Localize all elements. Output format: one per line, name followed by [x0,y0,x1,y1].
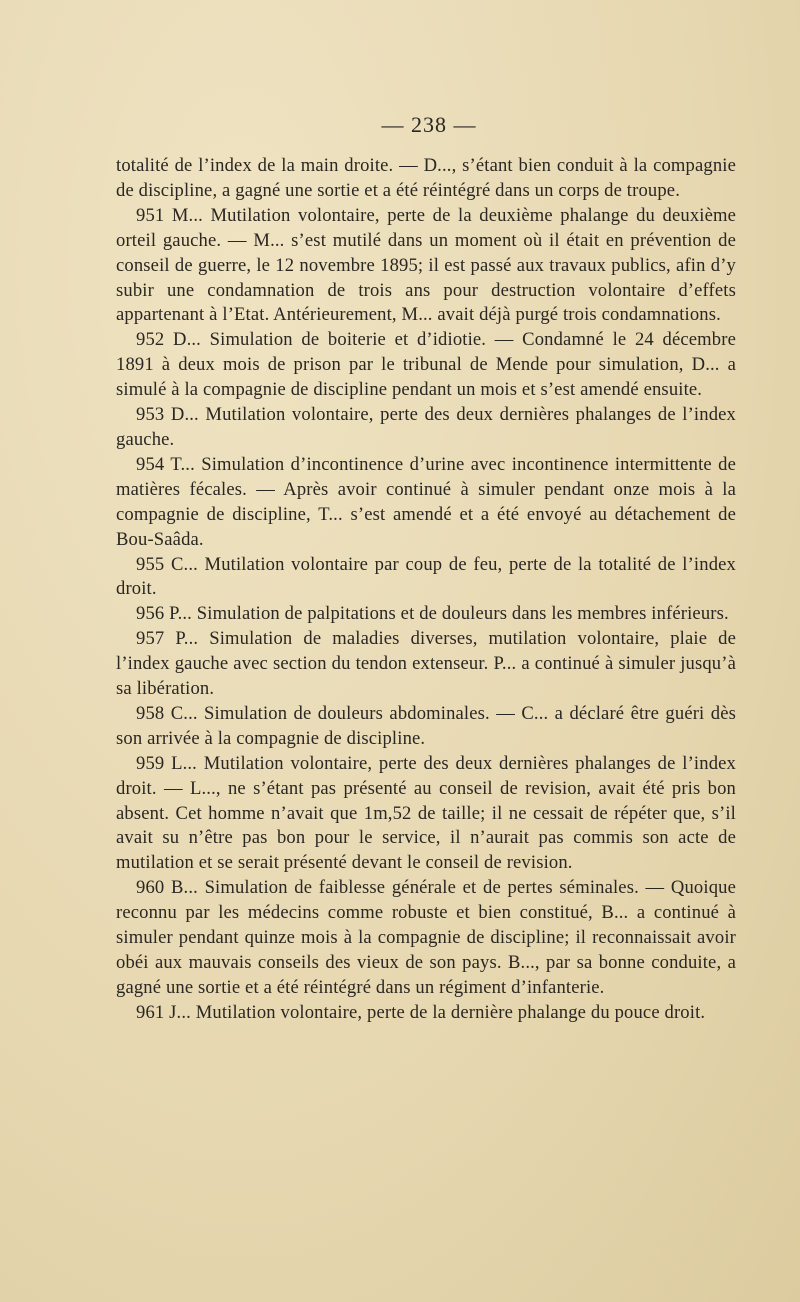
entry-960: 960 B... Simulation de faiblesse générale et de pertes séminales. — Quoique reconnu par les médecins comme robuste et bien constitué, B... a continué à simuler pendant quinze mois à la compagnie de discipline; il reconnaissait avoir obéi aux mauvais conseils des vieux de son pays. B..., par sa bonne conduite, a gagné une sortie et a été réintégré dans un régiment d’infanterie. [116,877,736,998]
paragraph-continuation: totalité de l’index de la main droite. — D..., s’étant bien conduit à la compagnie de discipline, a gagné une sortie et a été réintégré dans un corps de troupe. [116,155,736,201]
entry-955: 955 C... Mutilation volontaire par coup de feu, perte de la totalité de l’index droit. [116,553,736,600]
entry-958: 958 C... Simulation de douleurs abdominales. — C... a déclaré être guéri dès son arrivée à la compagnie de discipline. [116,702,736,749]
entry-959: 959 L... Mutilation volontaire, perte des deux dernières phalanges de l’index droit. — L..., ne s’étant pas présenté au conseil de revision, avait été pris bon absent. Cet homme n’avait que 1m,52 de taille; il ne cessait de répéter que, s’il avait su n’être pas bon pour le service, il n’aurait pas commis son acte de mutilation et se serait présenté devant le conseil de revision. [116,752,736,874]
entry-951: 951 M... Mutilation volontaire, perte de la deuxième phalange du deuxième orteil gauche. — M... s’est mutilé dans un moment où il était en prévention de conseil de guerre, le 12 novembre 1895; il est passé aux travaux publics, afin d’y subir une condamnation de trois ans pour destruction volontaire d’effets appartenant à l’Etat. Antérieurement, M... avait déjà purgé trois condamnations. [116,204,736,326]
entry-953: 953 D... Mutilation volontaire, perte des deux dernières phalanges de l’index gauche. [116,404,736,450]
entry-961: 961 J... Mutilation volontaire, perte de la dernière phalange du pouce droit. [136,1001,706,1023]
entry-957: 957 P... Simulation de maladies diverses, mutilation volontaire, plaie de l’index gauche avec section du tendon extenseur. P... a continué à simuler jusqu’à sa libération. [116,628,736,700]
entry-956: 956 P... Simulation de palpitations et de douleurs dans les membres inférieurs. [136,603,729,625]
entry-952: 952 D... Simulation de boiterie et d’idiotie. — Condamné le 24 décembre 1891 à deux mois de prison par le tribunal de Mende pour simulation, D... a simulé à la compagnie de discipline pendant un mois et s’est amendé ensuite. [116,329,736,401]
entry-954: 954 T... Simulation d’incontinence d’urine avec incontinence intermittente de matières fécales. — Après avoir continué à simuler pendant onze mois à la compagnie de discipline, T... s’est amendé et a été envoyé au détachement de Bou-Saâda. [116,453,736,550]
page-number: — 238 — [381,112,477,137]
page-body [116,112,736,1026]
